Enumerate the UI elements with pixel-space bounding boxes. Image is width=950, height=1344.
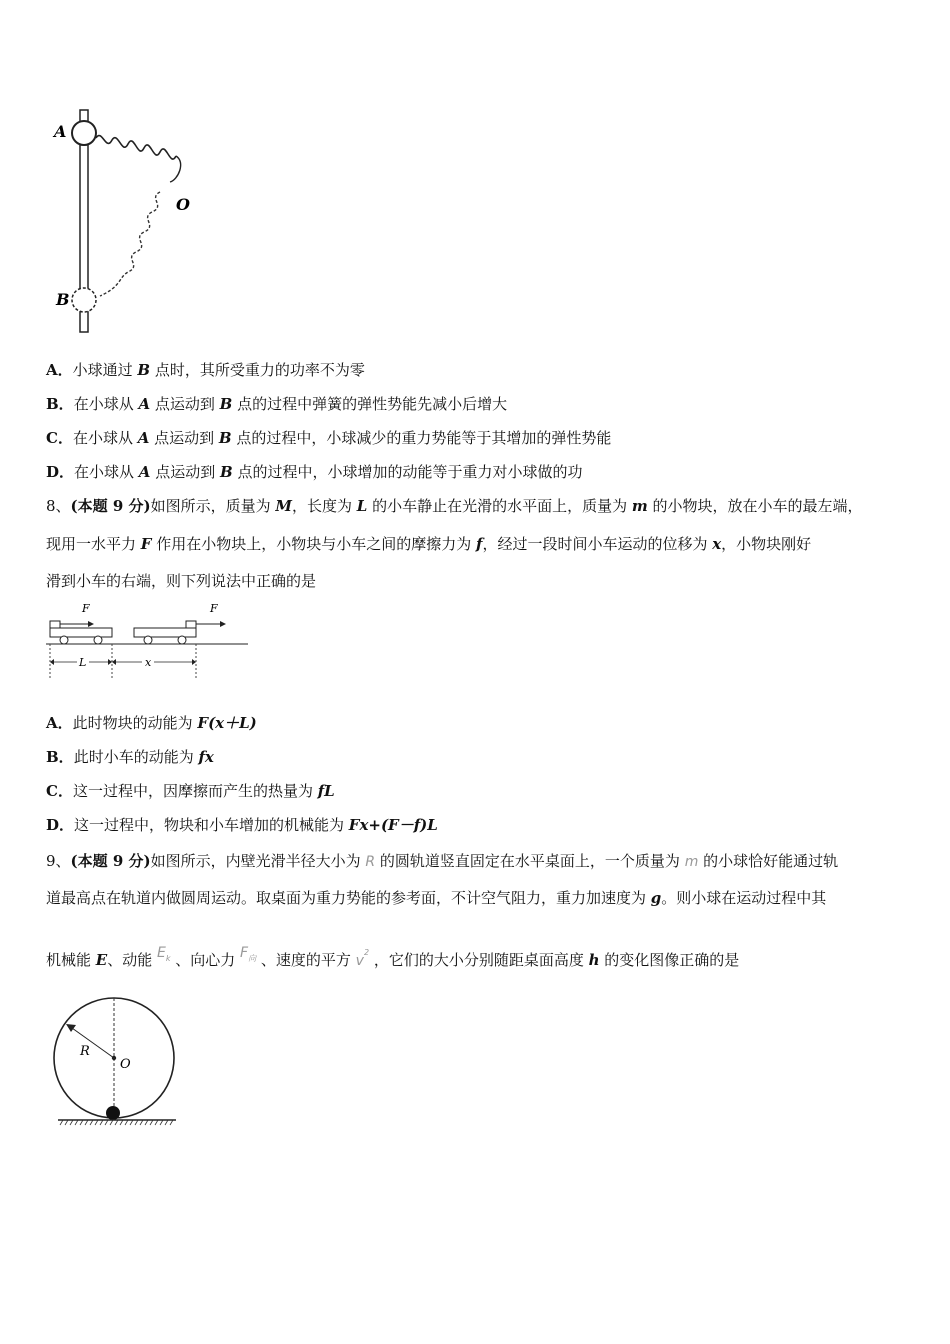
spring-rod-figure xyxy=(40,100,210,340)
q8-line-2: 现用一水平力 F 作用在小物块上，小物块与小车之间的摩擦力为 f，经过一段时间小车运动的位移为 x，小物块刚好 xyxy=(46,535,812,553)
ball-at-a xyxy=(72,121,96,145)
question-number: 8、 xyxy=(46,497,71,515)
question-number: 9、 xyxy=(46,852,71,870)
spring-connector xyxy=(170,156,181,182)
q9-line-1: 9、(本题 9 分)如图所示，内壁光滑半径大小为 R 的圆轨道竖直固定在水平桌面上，一个质量为 m 的小球恰好能通过轨 xyxy=(46,852,839,870)
ball-at-b xyxy=(72,288,96,312)
cart-block-figure xyxy=(44,600,254,682)
q8-line-3: 滑到小车的右端，则下列说法中正确的是 xyxy=(46,572,317,590)
label-o: O xyxy=(176,195,190,214)
table-hatching xyxy=(60,1120,173,1125)
cart-final xyxy=(134,628,196,637)
q8-option-d: D．这一过程中，物块和小车增加的机械能为 Fx+(F－f)L xyxy=(46,816,438,834)
radius-line xyxy=(72,1028,114,1058)
spring-coil xyxy=(96,135,176,159)
q8-option-c: C．这一过程中，因摩擦而产生的热量为 fL xyxy=(46,782,335,800)
q8-option-a: A．此时物块的动能为 F(x＋L) xyxy=(46,714,257,732)
label-a: A xyxy=(54,122,67,141)
block-final xyxy=(186,621,196,628)
spring-dashed xyxy=(100,192,160,296)
cart-initial xyxy=(50,628,112,637)
q7-option-d: D．在小球从 A 点运动到 B 点的过程中，小球增加的动能等于重力对小球做的功 xyxy=(46,463,583,481)
center-label: O xyxy=(120,1057,131,1072)
cart-final-wheel-left xyxy=(144,636,152,644)
q7-option-a: A．小球通过 B 点时，其所受重力的功率不为零 xyxy=(46,361,365,379)
length-arrowhead-l-right xyxy=(108,659,112,665)
q9-line-2: 道最高点在轨道内做圆周运动。取桌面为重力势能的参考面，不计空气阻力，重力加速度为 g。则小球在运动过程中其 xyxy=(46,889,827,907)
force-arrowhead-2 xyxy=(220,621,226,627)
option-letter: B． xyxy=(46,395,74,413)
displacement-label-x: x xyxy=(145,656,152,669)
radius-label: R xyxy=(80,1044,90,1059)
cart-final-wheel-right xyxy=(178,636,186,644)
q8-line-1: 8、(本题 9 分)如图所示，质量为 M，长度为 L 的小车静止在光滑的水平面上，质量为 m 的小物块，放在小车的最左端， xyxy=(46,497,863,515)
ball xyxy=(106,1106,120,1120)
radius-arrowhead xyxy=(66,1024,76,1032)
q9-line-3: 机械能 E、动能 $E^k$ 、向心力 $F^向$ 、速度的平方 $v^2$ ，它们的大小分别随距桌面高度 h 的变化图像正确的是 xyxy=(46,945,740,969)
length-arrowhead-l-left xyxy=(50,659,54,665)
question-tag: (本题 9 分) xyxy=(70,852,151,870)
option-letter: C． xyxy=(46,429,73,447)
circular-track-figure xyxy=(52,994,184,1128)
displacement-arrowhead-right xyxy=(192,659,196,665)
block-initial xyxy=(50,621,60,628)
option-letter: A． xyxy=(46,361,73,379)
displacement-arrowhead-left xyxy=(112,659,116,665)
option-letter: D． xyxy=(46,463,75,481)
label-b: B xyxy=(56,290,70,309)
cart-initial-wheel-left xyxy=(60,636,68,644)
q7-option-c: C．在小球从 A 点运动到 B 点的过程中，小球减少的重力势能等于其增加的弹性势能 xyxy=(46,429,612,447)
force-label-1: F xyxy=(82,602,90,615)
cart-initial-wheel-right xyxy=(94,636,102,644)
length-label-l: L xyxy=(79,656,87,669)
force-arrowhead-1 xyxy=(88,621,94,627)
question-tag: (本题 9 分) xyxy=(70,497,151,515)
q8-option-b: B．此时小车的动能为 fx xyxy=(46,748,214,766)
force-label-2: F xyxy=(210,602,218,615)
q7-option-b: B．在小球从 A 点运动到 B 点的过程中弹簧的弹性势能先减小后增大 xyxy=(46,395,508,413)
